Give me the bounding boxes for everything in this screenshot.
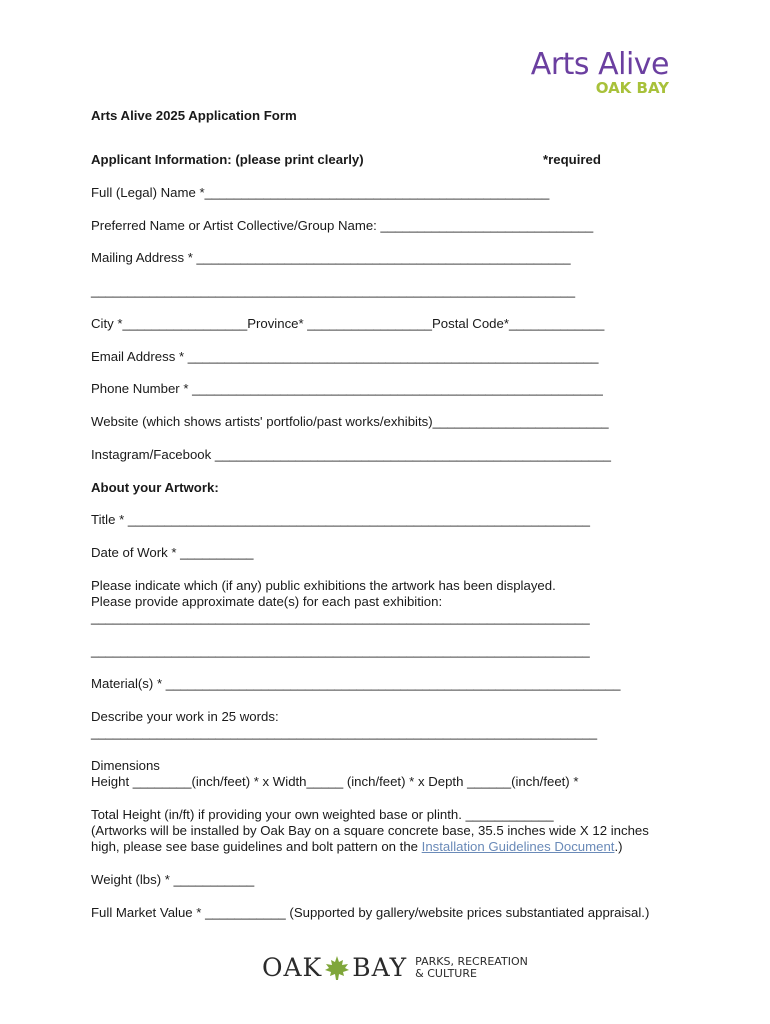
footer-bay-word: BAY bbox=[352, 953, 408, 982]
total-height-field[interactable]: Total Height (in/ft) if providing your own weighted base or plinth. ____________ bbox=[91, 807, 554, 822]
exhibitions-question-1: Please indicate which (if any) public exhibitions the artwork has been displayed. bbox=[91, 578, 556, 593]
social-field[interactable]: Instagram/Facebook ______________________________________________________ bbox=[91, 447, 611, 462]
dimensions-label: Dimensions bbox=[91, 758, 160, 773]
city-province-postal-field[interactable]: City *_________________Province* _________________Postal Code*_____________ bbox=[91, 316, 605, 331]
artwork-heading: About your Artwork: bbox=[91, 480, 219, 495]
install-note-2-text: high, please see base guidelines and bolt pattern on the bbox=[91, 839, 422, 854]
arts-alive-logo bbox=[530, 47, 669, 97]
market-value-field[interactable]: Full Market Value * ___________ (Supported by gallery/website prices substantiated appraisal.) bbox=[91, 905, 650, 920]
exhibitions-line-1[interactable]: ____________________________________________________________________ bbox=[91, 610, 590, 625]
materials-field[interactable]: Material(s) * ______________________________________________________________ bbox=[91, 676, 621, 691]
full-name-field[interactable]: Full (Legal) Name *_______________________________________________ bbox=[91, 185, 550, 200]
dimensions-field[interactable]: Height ________(inch/feet) * x Width_____ (inch/feet) * x Depth ______(inch/feet) * bbox=[91, 774, 579, 789]
artwork-title-field[interactable]: Title * _______________________________________________________________ bbox=[91, 512, 590, 527]
mailing-address-field[interactable]: Mailing Address * ___________________________________________________ bbox=[91, 250, 571, 265]
installation-guidelines-link[interactable]: Installation Guidelines Document bbox=[421, 839, 615, 854]
logo-title: Arts Alive bbox=[530, 47, 669, 82]
address-line-2-field[interactable]: __________________________________________________________________ bbox=[91, 283, 576, 298]
maple-leaf-icon bbox=[324, 955, 350, 981]
website-field[interactable]: Website (which shows artists' portfolio/past works/exhibits)________________________ bbox=[91, 414, 609, 429]
weight-field[interactable]: Weight (lbs) * ___________ bbox=[91, 872, 255, 887]
applicant-heading: Applicant Information: (please print clearly) bbox=[91, 152, 364, 167]
required-note: *required bbox=[543, 152, 601, 167]
email-field[interactable]: Email Address * ________________________________________________________ bbox=[91, 349, 599, 364]
exhibitions-line-2[interactable]: ____________________________________________________________________ bbox=[91, 643, 590, 658]
footer-tagline-2: & CULTURE bbox=[415, 966, 477, 980]
oak-bay-footer-logo bbox=[262, 953, 528, 982]
install-note-2-end: .) bbox=[614, 839, 623, 854]
install-note-2 bbox=[91, 839, 623, 855]
describe-label: Describe your work in 25 words: bbox=[91, 709, 279, 724]
phone-field[interactable]: Phone Number * ________________________________________________________ bbox=[91, 381, 603, 396]
preferred-name-field[interactable]: Preferred Name or Artist Collective/Group Name: _____________________________ bbox=[91, 218, 594, 233]
date-of-work-field[interactable]: Date of Work * __________ bbox=[91, 545, 254, 560]
footer-tagline-1: PARKS, RECREATION bbox=[415, 954, 528, 968]
logo-subtitle: OAK BAY bbox=[595, 79, 669, 97]
footer-tagline bbox=[415, 956, 528, 980]
install-note-1: (Artworks will be installed by Oak Bay on a square concrete base, 35.5 inches wide X 12 inches bbox=[91, 823, 649, 838]
describe-field[interactable]: _____________________________________________________________________ bbox=[91, 725, 598, 740]
form-title: Arts Alive 2025 Application Form bbox=[91, 108, 297, 123]
exhibitions-question-2: Please provide approximate date(s) for each past exhibition: bbox=[91, 594, 443, 609]
footer-oak-word: OAK bbox=[262, 953, 323, 982]
